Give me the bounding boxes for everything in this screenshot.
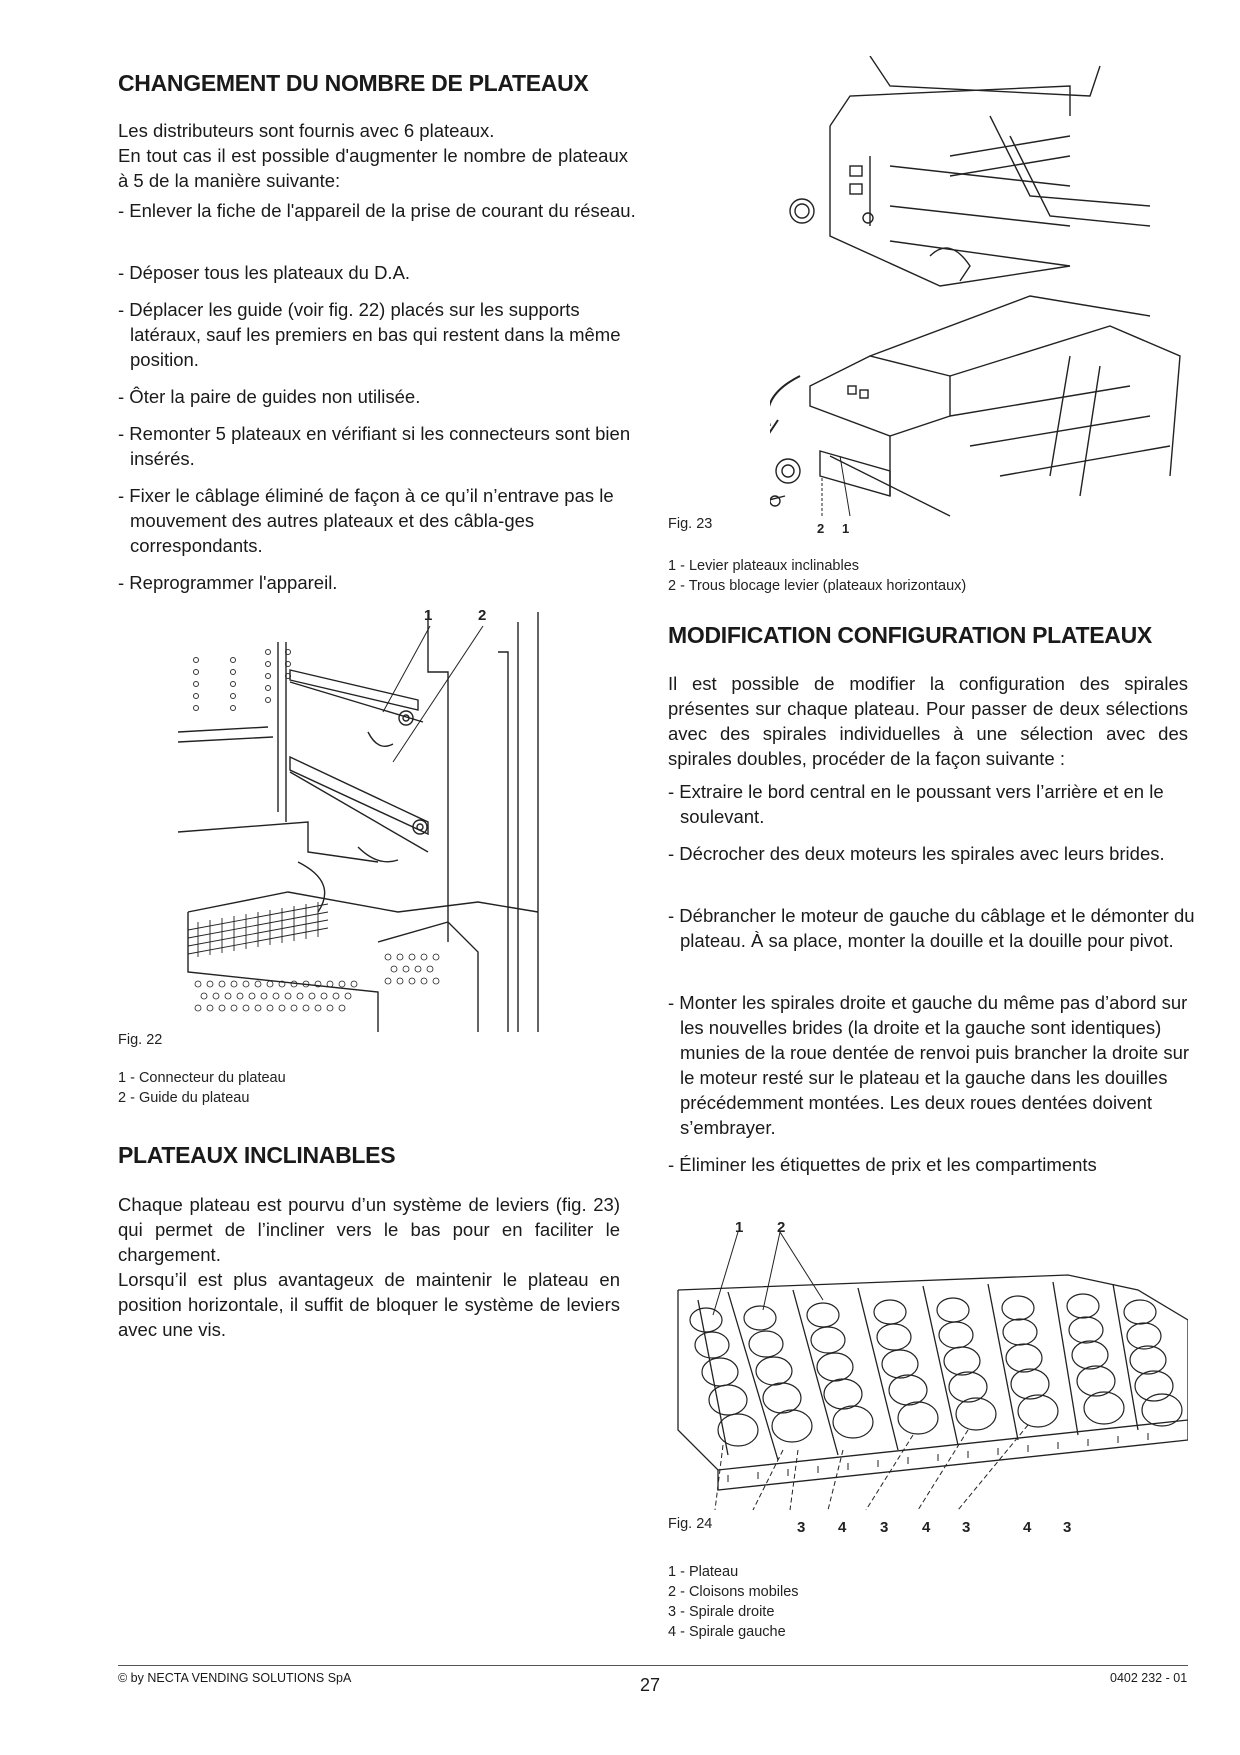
fig24-callout-3d: 3 xyxy=(1063,1519,1072,1536)
fig24-legend-2: 2 - Cloisons mobiles xyxy=(668,1584,799,1600)
footer-divider xyxy=(118,1665,1188,1666)
fig22-callout-2: 2 xyxy=(478,607,487,624)
mod-step-1: - Extraire le bord central en le poussant vers l’arrière et en le soulevant. xyxy=(668,781,1164,827)
fig24-legend-1: 1 - Plateau xyxy=(668,1564,739,1580)
fig23-illustration xyxy=(770,56,1190,536)
fig24-callout-3c: 3 xyxy=(962,1519,971,1536)
section-title-inclinables: PLATEAUX INCLINABLES xyxy=(118,1142,396,1168)
mod-step-4: - Monter les spirales droite et gauche du même pas d’abord sur les nouvelles brides (la droite et la gauche sont identiques) munies de la roue dentée de renvoi puis brancher la droite sur le moteur resté sur le plateau et la gauche dans les douilles précédemment montées. Les deux roues dentées doivent s’embrayer. xyxy=(668,992,1190,1138)
step-7: - Reprogrammer l'appareil. xyxy=(118,572,338,593)
fig24-caption: Fig. 24 xyxy=(668,1516,713,1532)
fig24-legend-4: 4 - Spirale gauche xyxy=(668,1624,786,1640)
fig24-callout-1: 1 xyxy=(735,1219,744,1236)
fig22-caption: Fig. 22 xyxy=(118,1032,163,1048)
step-4: - Ôter la paire de guides non utilisée. xyxy=(118,386,421,407)
fig23-legend xyxy=(668,556,966,596)
mod-step-2: - Décrocher des deux moteurs les spirales avec leurs brides. xyxy=(668,843,1165,864)
mod-step-3: - Débrancher le moteur de gauche du câblage et le démonter du plateau. À sa place, monter la douille et la douille pour pivot. xyxy=(668,905,1195,951)
inclinables-paragraph-1: Chaque plateau est pourvu d’un système de leviers (fig. 23) qui permet de l’incliner vers le bas pour en faciliter le chargement. xyxy=(118,1194,620,1265)
fig22-legend-1: 1 - Connecteur du plateau xyxy=(118,1070,286,1086)
fig23-legend-1: 1 - Levier plateaux inclinables xyxy=(668,558,860,574)
fig22-callout-1: 1 xyxy=(424,607,433,624)
fig23-caption: Fig. 23 xyxy=(668,516,713,532)
fig24-legend-3: 3 - Spirale droite xyxy=(668,1604,775,1620)
section-title-modification: MODIFICATION CONFIGURATION PLATEAUX xyxy=(668,622,1152,648)
footer-copyright: © by NECTA VENDING SOLUTIONS SpA xyxy=(118,1671,352,1685)
document-reference: 0402 232 - 01 xyxy=(1110,1671,1188,1685)
fig23-callout-2: 2 xyxy=(817,521,825,536)
fig22-illustration xyxy=(178,612,638,1032)
intro-paragraph-2: En tout cas il est possible d'augmenter le nombre de plateaux à 5 de la manière suivante: xyxy=(118,145,628,191)
fig24-callout-4a: 4 xyxy=(838,1519,847,1536)
step-2: - Déposer tous les plateaux du D.A. xyxy=(118,262,411,283)
fig24-callout-3a: 3 xyxy=(797,1519,806,1536)
fig24-callout-3b: 3 xyxy=(880,1519,889,1536)
modification-paragraph: Il est possible de modifier la configuration des spirales présentes sur chaque plateau. Pour passer de deux sélections avec des spirales individuelles à une sélection avec des spirales doubles, procéder de la façon suivante : xyxy=(668,673,1188,769)
fig22-legend xyxy=(118,1068,286,1108)
fig24-callout-2: 2 xyxy=(777,1219,786,1236)
fig24-callout-4b: 4 xyxy=(922,1519,931,1536)
fig23-legend-2: 2 - Trous blocage levier (plateaux horizontaux) xyxy=(668,578,967,594)
intro-paragraph: Les distributeurs sont fournis avec 6 plateaux. xyxy=(118,120,495,141)
fig24-legend xyxy=(668,1562,799,1642)
step-6: - Fixer le câblage éliminé de façon à ce qu’il n’entrave pas le mouvement des autres plateaux et des câbla-ges correspondants. xyxy=(118,485,614,556)
fig23-callout-1: 1 xyxy=(842,521,850,536)
fig24-illustration xyxy=(668,1220,1188,1530)
fig24-callout-4c: 4 xyxy=(1023,1519,1032,1536)
inclinables-paragraph-2: Lorsqu’il est plus avantageux de maintenir le plateau en position horizontale, il suffit de bloquer le système de leviers avec une vis. xyxy=(118,1269,620,1340)
mod-step-5: - Éliminer les étiquettes de prix et les compartiments xyxy=(668,1154,1097,1175)
step-1: - Enlever la fiche de l'appareil de la prise de courant du réseau. xyxy=(118,200,636,221)
section-title-changement: CHANGEMENT DU NOMBRE DE PLATEAUX xyxy=(118,70,589,96)
fig22-legend-2: 2 - Guide du plateau xyxy=(118,1090,250,1106)
page-number: 27 xyxy=(640,1675,661,1695)
step-3: - Déplacer les guide (voir fig. 22) placés sur les supports latéraux, sauf les premiers en bas qui restent dans la même position. xyxy=(118,299,621,370)
step-5: - Remonter 5 plateaux en vérifiant si les connecteurs sont bien insérés. xyxy=(118,423,631,469)
